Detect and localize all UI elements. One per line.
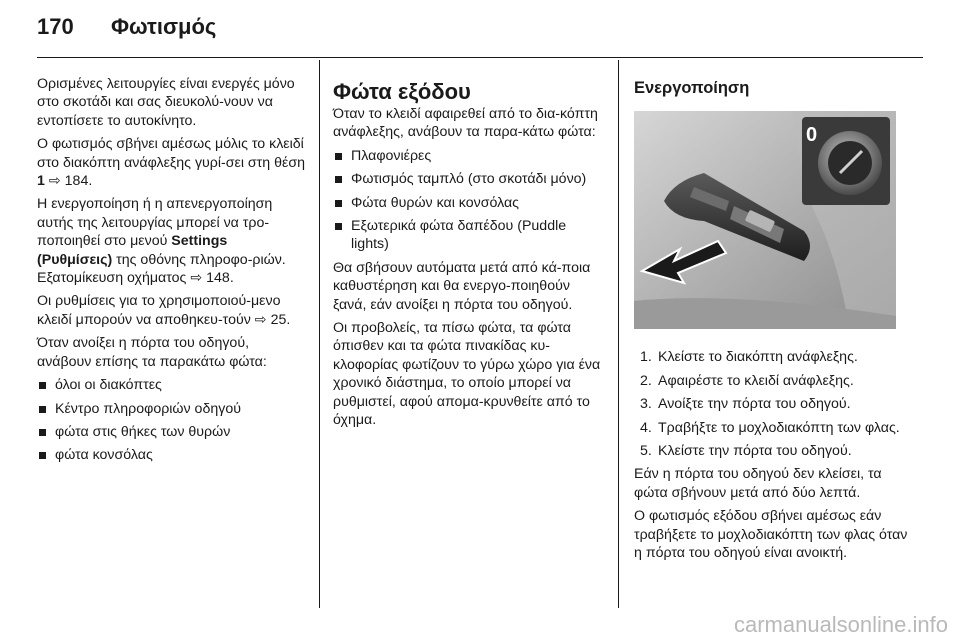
- list-item: φώτα στις θήκες των θυρών: [37, 423, 305, 441]
- right-column: [634, 77, 910, 567]
- paragraph: Ο φωτισμός σβήνει αμέσως μόλις το κλειδί στο διακόπτη ανάφλεξης γυρί-σει στη θέση 1 ⇨ 184.: [37, 136, 305, 190]
- list-item: 5. Κλείστε την πόρτα του οδηγού.: [640, 443, 852, 460]
- section-heading: Φώτα εξόδου: [333, 79, 471, 104]
- column-divider-left: [319, 60, 320, 608]
- middle-column: [333, 80, 605, 435]
- page-title: Φωτισμός: [111, 14, 217, 39]
- list-item: φώτα κονσόλας: [37, 446, 305, 464]
- list-item: Φωτισμός ταμπλό (στο σκοτάδι μόνο): [333, 170, 605, 188]
- list-item: 2. Αφαιρέστε το κλειδί ανάφλεξης.: [640, 372, 854, 389]
- column-divider-right: [618, 60, 619, 608]
- position-label: 0: [806, 124, 818, 146]
- paragraph: Ορισμένες λειτουργίες είναι ενεργές μόνο στο σκοτάδι και σας διευκολύ-νουν να εντοπίσετε το αυτοκίνητο.: [37, 76, 295, 129]
- list-item: Εξωτερικά φώτα δαπέδου (Puddle lights): [333, 217, 605, 254]
- paragraph: Οι προβολείς, τα πίσω φώτα, τα φώτα όπισθεν και τα φώτα πινακίδας κυ-κλοφορίας φωτίζουν το γύρω χώρο για ένα χρονικό διάστημα, το οποίο μπορεί να ρυθμιστεί, αφού απομα-κρυνθείτε από το όχημα.: [333, 320, 601, 429]
- list-item: όλοι οι διακόπτες: [37, 376, 305, 394]
- paragraph: Όταν ανοίξει η πόρτα του οδηγού, ανάβουν επίσης τα παρακάτω φώτα:: [37, 335, 267, 370]
- settings-menu-name: Settings (Ρυθμίσεις): [37, 233, 228, 268]
- ignition-inset: [802, 117, 890, 205]
- list-item: 3. Ανοίξτε την πόρτα του οδηγού.: [640, 396, 851, 413]
- list-item: 1. Κλείστε το διακόπτη ανάφλεξης.: [640, 349, 858, 366]
- watermark: carmanualsonline.info: [733, 612, 948, 637]
- section-heading: Ενεργοποίηση: [634, 79, 750, 97]
- list-item: Φώτα θυρών και κονσόλας: [333, 194, 605, 212]
- paragraph: Ο φωτισμός εξόδου σβήνει αμέσως εάν τραβήξετε το μοχλοδιακόπτη των φλας όταν η πόρτα του οδηγού είναι ανοικτή.: [634, 508, 908, 562]
- header-rule: [37, 57, 923, 58]
- paragraph: Θα σβήσουν αυτόματα μετά από κά-ποια καθυστέρηση και θα ενεργο-ποιηθούν ξανά, εάν ανοίξει η πόρτα του οδηγού.: [333, 259, 591, 313]
- list-item: Πλαφονιέρες: [333, 147, 605, 165]
- paragraph: Οι ρυθμίσεις για το χρησιμοποιού-μενο κλειδί μπορούν να αποθηκευ-τούν ⇨ 25.: [37, 293, 291, 328]
- paragraph: Η ενεργοποίηση ή η απενεργοποίηση αυτής της λειτουργίας μπορεί να τρο-ποποιηθεί στο μενού Settings (Ρυθμίσεις) της οθόνης πληροφο-ριών. Εξατομίκευση οχήματος ⇨ 148.: [37, 196, 286, 287]
- page-number: 170: [37, 14, 74, 39]
- paragraph: Όταν το κλειδί αφαιρεθεί από το δια-κόπτη ανάφλεξης, ανάβουν τα παρα-κάτω φώτα:: [333, 106, 598, 141]
- paragraph: Εάν η πόρτα του οδηγού δεν κλείσει, τα φώτα σβήνουν μετά από δύο λεπτά.: [634, 466, 882, 501]
- list-item: 4. Τραβήξτε το μοχλοδιακόπτη των φλας.: [640, 419, 900, 436]
- list-item: Κέντρο πληροφοριών οδηγού: [37, 400, 305, 418]
- turn-signal-lever-figure: [634, 111, 896, 329]
- left-column: [37, 75, 305, 470]
